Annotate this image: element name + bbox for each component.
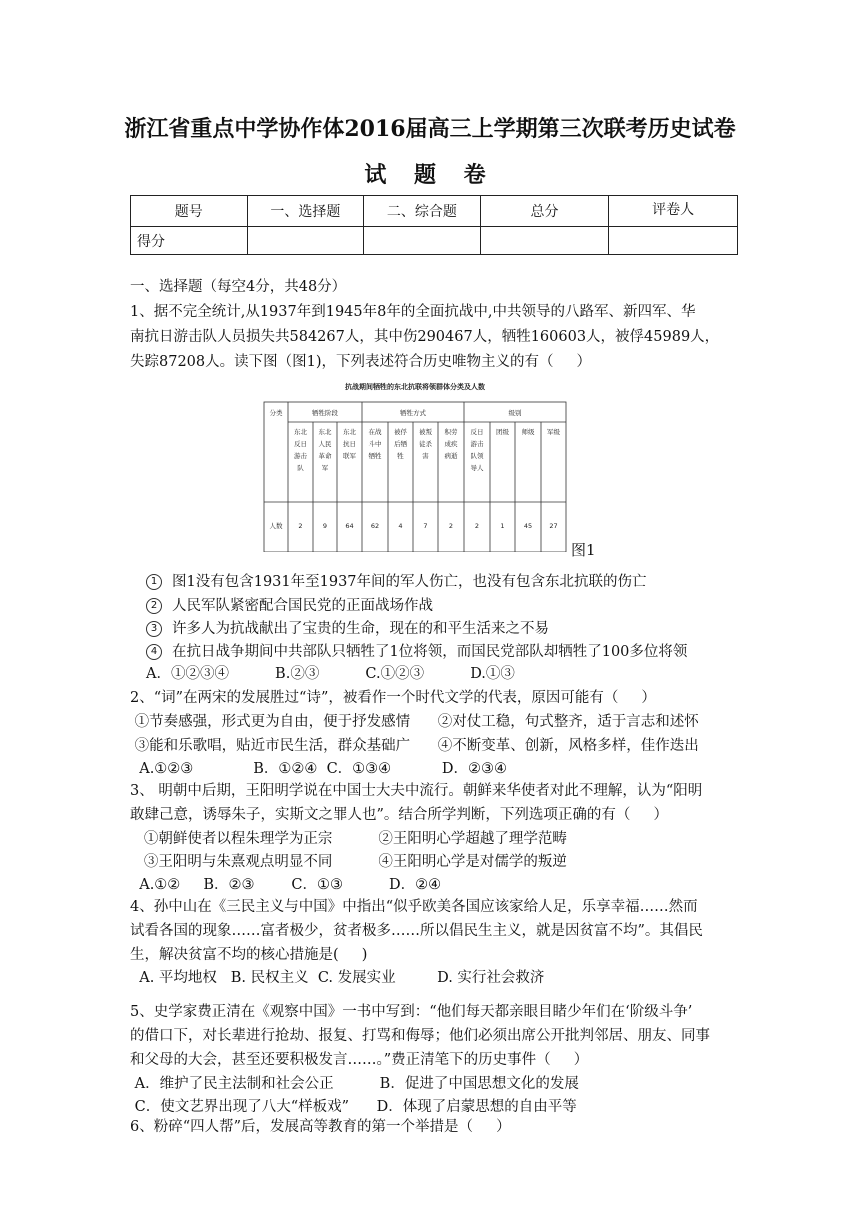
table-cell: 总分	[480, 196, 609, 227]
table-row	[131, 227, 738, 255]
figure-count-value: 1	[500, 522, 505, 530]
circled-number-icon: 4	[146, 644, 162, 660]
figure-column-header: 牲	[397, 452, 404, 460]
figure-column-header: 徒杀	[419, 440, 432, 448]
figure-column-header: 牺牲	[368, 452, 382, 460]
question-line: 3、 明朝中后期，王阳明学说在中国士大夫中流行。朝鲜来华使者对此不理解，认为“阳明	[130, 783, 703, 799]
figure-count-value: 2	[474, 522, 480, 530]
svg-text:牺牲阶段: 牺牲阶段	[312, 409, 338, 417]
question-line: ③能和乐歌唱，贴近市民生活，群众基础广 ④不断变革、创新，风格多样，佳作迭出	[130, 738, 699, 754]
option-line: 3 许多人为抗战献出了宝贵的生命，现在的和平生活来之不易	[146, 619, 766, 639]
figure-column-header: 游击	[294, 452, 307, 460]
question-line: 的借口下，对长辈进行抢劫、报复、打骂和侮辱；他们必须出席公开批判邻居、朋友、同事	[130, 1028, 710, 1044]
question-line: 2、“词”在两宋的发展胜过“诗”，被看作一个时代文学的代表，原因可能有（ ）	[130, 690, 656, 706]
figure-label: 图1	[571, 541, 596, 559]
figure-column-header: 抗日	[343, 440, 356, 448]
question-line: 生，解决贫富不均的核心措施是( )	[130, 947, 368, 963]
figure-column-header: 队	[297, 464, 304, 472]
figure-column-header: 后牺	[394, 440, 407, 448]
figure-column-header: 军	[321, 464, 329, 472]
figure-column-header: 革命	[318, 452, 332, 460]
answer-choices: C．使文艺界出现了八大“样板戏” D．体现了启蒙思想的自由平等	[130, 1099, 577, 1115]
table-cell: 二、综合题	[364, 196, 481, 227]
answer-choices: A.①② B．②③ C．①③ D．②④	[130, 877, 442, 893]
option-line: 4 在抗日战争期间中共部队只牺牲了1位将领，而国民党部队却牺牲了100多位将领	[146, 642, 766, 662]
table-cell[interactable]	[364, 227, 481, 255]
question-line: 和父母的大会，甚至还要积极发言……。”费正清笔下的历史事件（ ）	[130, 1052, 589, 1068]
figure-1-table-image	[262, 378, 569, 552]
option-line: 2 人民军队紧密配合国民党的正面战场作战	[146, 596, 766, 616]
figure-column-header: 被叛	[419, 428, 432, 436]
table-cell[interactable]	[247, 227, 364, 255]
figure-column-header: 师级	[521, 428, 535, 436]
figure-column-header: 联军	[343, 452, 356, 460]
figure-column-header: 被俘	[394, 428, 407, 436]
figure-column-header: 成疾	[444, 440, 458, 448]
svg-text:级别: 级别	[508, 409, 522, 417]
figure-count-value: 62	[370, 522, 380, 530]
svg-text:牺牲方式: 牺牲方式	[400, 409, 426, 417]
figure-count-value: 2	[448, 522, 454, 530]
figure-count-value: 64	[345, 522, 354, 530]
table-cell: 一、选择题	[247, 196, 364, 227]
figure-column-header: 导人	[470, 464, 484, 472]
answer-choices: A. 平均地权 B. 民权主义 C. 发展实业 D. 实行社会救济	[130, 970, 545, 986]
section-heading: 一、选择题（每空4分，共48分）	[130, 279, 347, 295]
table-cell[interactable]	[609, 227, 738, 255]
question-line: ③王阳明与朱熹观点明显不同 ④王阳明心学是对儒学的叛逆	[130, 854, 567, 870]
figure-column-header: 反日	[470, 428, 484, 436]
table-cell: 评卷人	[609, 196, 738, 227]
figure-count-value: 9	[322, 522, 328, 530]
figure-column-header: 害	[422, 452, 429, 460]
figure-title: 抗战期间牺牲的东北抗联将领群体分类及人数	[345, 383, 485, 391]
table-row	[131, 196, 738, 227]
figure-column-header: 东北	[294, 428, 307, 436]
question-line: ①朝鲜使者以程朱理学为正宗 ②王阳明心学超越了理学范畴	[130, 831, 567, 847]
question-line: 试看各国的现象……富者极少，贫者极多……所以倡民生主义，就是因贫富不均”。其倡民	[130, 923, 703, 939]
question-line: 4、孙中山在《三民主义与中国》中指出“似乎欧美各国应该家给人足，乐享幸福……然而	[130, 899, 698, 915]
answer-choices: A．①②③④ B.②③ C.①②③ D.①③	[146, 666, 515, 682]
exam-title: 浙江省重点中学协作体2016届高三上学期第三次联考历史试卷	[124, 116, 736, 142]
table-cell[interactable]	[480, 227, 609, 255]
question-line: 5、史学家费正清在《观察中国》一书中写到：“他们每天都亲眼目睹少年们在‘阶级斗争’	[130, 1004, 693, 1020]
figure-column-header: 队领	[470, 452, 484, 460]
answer-choices: A．维护了民主法制和社会公正 B．促进了中国思想文化的发展	[130, 1076, 579, 1092]
figure-column-header: 在战	[368, 428, 382, 436]
exam-subtitle: 试 题 卷	[364, 162, 496, 188]
figure-column-header: 反日	[294, 440, 307, 448]
figure-column-header: 病逝	[444, 452, 458, 460]
figure-count-value: 4	[398, 522, 403, 530]
figure-column-header: 积劳	[444, 428, 458, 436]
answer-choices: A.①②③ B．①②④ C．①③④ D．②③④	[130, 761, 507, 777]
svg-text:分类: 分类	[269, 409, 283, 417]
figure-count-value: 2	[298, 522, 303, 530]
svg-text:人数: 人数	[269, 522, 283, 530]
figure-column-header: 团级	[496, 428, 509, 436]
figure-column-header: 军级	[547, 428, 560, 436]
figure-count-value: 7	[423, 522, 428, 530]
circled-number-icon: 1	[146, 574, 162, 590]
circled-number-icon: 2	[146, 598, 162, 614]
question-line: 失踪87208人。读下图（图1)，下列表述符合历史唯物主义的有（ ）	[130, 354, 592, 370]
figure-count-value: 27	[549, 522, 558, 530]
table-cell: 得分	[131, 227, 248, 255]
question-line: 6、粉碎“四人帮”后，发展高等教育的第一个举措是（ ）	[130, 1119, 511, 1135]
figure-column-header: 人民	[318, 440, 332, 448]
figure-column-header: 游击	[470, 440, 484, 448]
figure-column-header: 东北	[343, 428, 356, 436]
question-line: 敢肆己意，诱辱朱子，实斯文之罪人也”。结合所学判断，下列选项正确的有（ ）	[130, 807, 668, 823]
figure-count-value: 45	[523, 522, 533, 530]
question-line: 1、据不完全统计,从1937年到1945年8年的全面抗战中,中共领导的八路军、新四军、华	[130, 304, 696, 320]
question-line: ①节奏感强，形式更为自由，便于抒发感情 ②对仗工稳，句式整齐，适于言志和述怀	[130, 714, 699, 730]
circled-number-icon: 3	[146, 621, 162, 637]
figure-column-header: 东北	[318, 428, 332, 436]
table-cell: 题号	[131, 196, 248, 227]
question-line: 南抗日游击队人员损失共584267人，其中伤290467人，牺牲160603人，被俘45989人，	[130, 329, 720, 345]
score-table	[130, 195, 738, 255]
figure-column-header: 斗中	[368, 440, 382, 448]
option-line: 1 图1没有包含1931年至1937年间的军人伤亡，也没有包含东北抗联的伤亡	[146, 572, 766, 592]
